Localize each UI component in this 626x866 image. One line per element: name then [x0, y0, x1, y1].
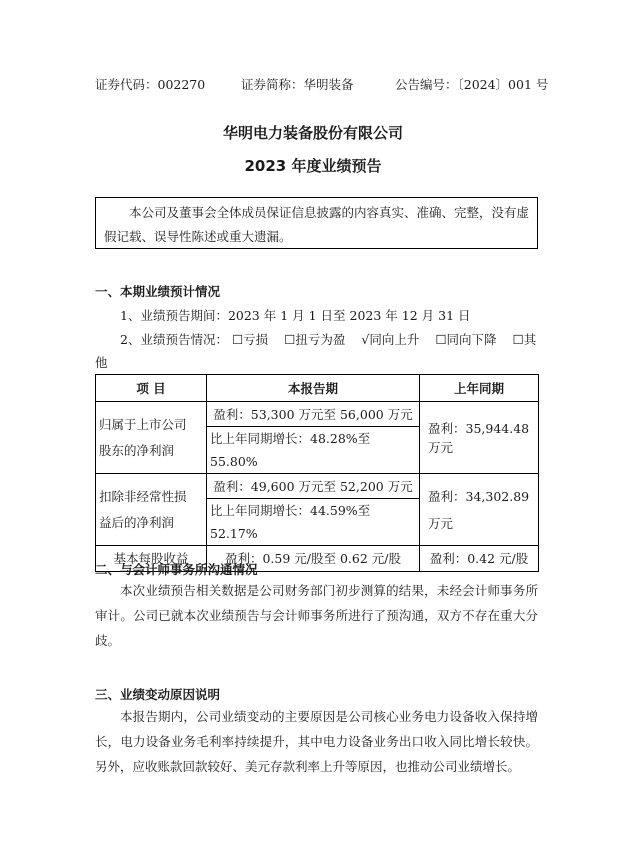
- option-loss: ☐亏损: [231, 332, 269, 347]
- table-header-row: [96, 375, 539, 402]
- row1-current-range: 盈利：53,300 万元至 56,000 万元: [207, 402, 420, 427]
- option-decrease: ☐同向下降: [435, 332, 497, 347]
- option-other: ☐其: [512, 332, 537, 347]
- row1-label: [96, 402, 207, 474]
- row1-label-line1: 归属于上市公司: [99, 416, 187, 432]
- row2-prior: [420, 474, 539, 546]
- forecast-period: 1、业绩预告期间：2023 年 1 月 1 日至 2023 年 12 月 31 日: [120, 308, 471, 323]
- header-item: 项 目: [96, 375, 207, 402]
- row2-label: [96, 474, 207, 546]
- row3-label: 基本每股收益: [96, 546, 207, 572]
- option-turnaround: ☐扭亏为盈: [284, 332, 346, 347]
- header-prior: 上年同期: [420, 375, 539, 402]
- option-other-tail: 他: [95, 355, 108, 370]
- row2-label-line1: 扣除非经常性损: [99, 488, 187, 504]
- stock-code: 证券代码：002270: [95, 77, 206, 92]
- row1-prior-line1: 盈利：35,944.48: [428, 420, 530, 436]
- row2-prior-line1: 盈利：34,302.89: [428, 488, 530, 504]
- row3-current: 盈利：0.59 元/股至 0.62 元/股: [207, 546, 420, 572]
- document-title: 2023 年度业绩预告: [244, 157, 382, 175]
- disclosure-notice-text: 本公司及董事会全体成员保证信息披露的内容真实、准确、完整，没有虚假记载、误导性陈述或重大遗漏。: [104, 205, 530, 244]
- row3-prior: 盈利：0.42 元/股: [420, 546, 539, 572]
- section1-heading: 一、本期业绩预计情况: [95, 284, 221, 299]
- notice-number: 公告编号：〔2024〕001 号: [395, 77, 549, 92]
- row2-current-growth: 比上年同期增长：44.59%至 52.17%: [207, 499, 420, 546]
- stock-short-name: 证券简称：华明装备: [241, 77, 354, 92]
- section3-heading: 三、业绩变动原因说明: [95, 687, 221, 702]
- row1-prior-line2: 万元: [428, 439, 454, 455]
- section2-heading: 二、与会计师事务所沟通情况: [95, 562, 258, 577]
- row2-current-range: 盈利：49,600 万元至 52,200 万元: [207, 474, 420, 499]
- section2-body: 本次业绩预告相关数据是公司财务部门初步测算的结果，未经会计师事务所审计。公司已就本次业绩预告与会计师事务所进行了预沟通，双方不存在重大分歧。: [95, 583, 538, 648]
- row1-current-growth: 比上年同期增长：48.28%至 55.80%: [207, 427, 420, 474]
- table-row: [96, 402, 539, 427]
- section3-body: 本报告期内，公司业绩变动的主要原因是公司核心业务电力设备收入保持增长，电力设备业务毛利率持续提升，其中电力设备业务出口收入同比增长较快。另外，应收账款回款较好、美元存款利率上升等原因，也推动公司业绩增长。: [95, 709, 538, 774]
- company-name: 华明电力装备股份有限公司: [222, 124, 403, 142]
- row2-prior-line2: 万元: [428, 515, 454, 531]
- header-current: 本报告期: [207, 375, 420, 402]
- forecast-type-label: 2、业绩预告情况：: [120, 332, 228, 347]
- forecast-table: [95, 374, 539, 572]
- row1-label-line2: 股东的净利润: [99, 442, 175, 458]
- forecast-type-line: [120, 330, 536, 348]
- disclosure-notice-box: [95, 197, 538, 249]
- option-increase: √同向上升: [361, 332, 420, 347]
- row2-label-line2: 益后的净利润: [99, 514, 175, 530]
- row1-prior: [420, 402, 539, 474]
- table-row: [96, 474, 539, 499]
